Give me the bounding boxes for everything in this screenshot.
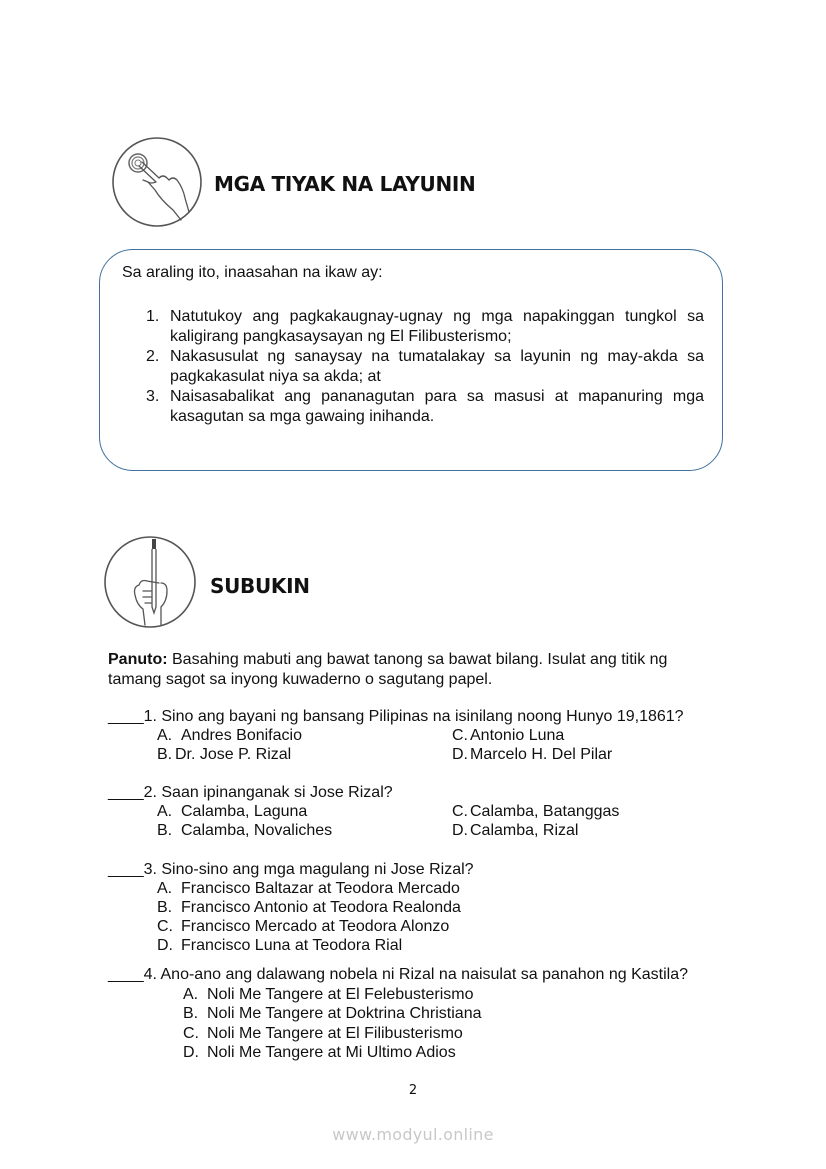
objective-text: kasagutan sa mga gawaing inihanda. [170,408,435,425]
objectives-list [146,307,704,427]
objectives-title: MGA TIYAK NA LAYUNIN [214,172,476,196]
objective-text: pagkakasulat niya sa akda; at [170,368,381,385]
option-c: C. Calamba, Batanggas [452,803,620,820]
objective-item [146,307,704,347]
option-c: C. Antonio Luna [452,727,565,744]
instructions-text: Basahing mabuti ang bawat tanong sa bawat bilang. Isulat ang titik ng [167,651,668,668]
hand-pointing-icon [111,136,203,228]
instructions-label: Panuto: [108,651,168,668]
option-b: B. Dr. Jose P. Rizal [157,746,292,763]
objectives-box [99,249,723,471]
option-d: D. Marcelo H. Del Pilar [452,746,613,763]
objective-number: 3. [146,388,160,405]
option-c: C. Francisco Mercado at Teodora Alonzo [157,918,450,935]
question-3 [108,860,474,879]
page-number: 2 [408,1083,418,1098]
objective-text: Natutukoy ang pagkakaugnay-ugnay ng mga napakinggan tungkol sa [170,308,704,325]
option-a: A. Francisco Baltazar at Teodora Mercado [157,880,460,897]
answer-blank[interactable]: ____ [108,784,144,801]
objective-item [146,347,704,387]
objective-text: kaligirang pangkasaysayan ng El Filibusterismo; [170,328,512,345]
instructions-text: tamang sagot sa inyong kuwaderno o sagutang papel. [108,671,493,688]
hand-holding-pencil-icon [103,535,197,629]
option-d: D. Francisco Luna at Teodora Rial [157,937,403,954]
answer-blank[interactable]: ____ [108,966,144,983]
option-b: B. Noli Me Tangere at Doktrina Christiana [183,1005,482,1022]
objective-text: Nakasusulat ng sanaysay na tumatalakay sa layunin ng may-akda sa [170,348,704,365]
watermark: www.modyul.online [332,1125,494,1144]
question-1 [108,707,684,726]
objectives-intro: Sa araling ito, inaasahan na ikaw ay: [122,264,383,281]
question-text: 1. Sino ang bayani ng bansang Pilipinas na isinilang noong Hunyo 19,1861? [143,708,684,725]
question-text: 2. Saan ipinanganak si Jose Rizal? [143,784,393,801]
option-d: D. Calamba, Rizal [452,822,579,839]
question-2 [108,783,393,802]
option-a: A. Noli Me Tangere at El Felebusterismo [183,986,474,1003]
option-a: A. Andres Bonifacio [157,727,302,744]
option-a: A. Calamba, Laguna [157,803,308,820]
objective-item [146,387,704,427]
objective-text: Naisasabalikat ang pananagutan para sa masusi at mapanuring mga [170,388,704,405]
question-text: 3. Sino-sino ang mga magulang ni Jose Rizal? [143,861,474,878]
option-b: B. Francisco Antonio at Teodora Realonda [157,899,461,916]
option-c: C. Noli Me Tangere at El Filibusterismo [183,1025,463,1042]
answer-blank[interactable]: ____ [108,861,144,878]
instructions [108,650,708,690]
answer-blank[interactable]: ____ [108,708,144,725]
option-d: D. Noli Me Tangere at Mi Ultimo Adios [183,1044,456,1061]
question-text: 4. Ano-ano ang dalawang nobela ni Rizal na naisulat sa panahon ng Kastila? [143,966,688,983]
question-4 [108,965,688,984]
objective-number: 2. [146,348,160,365]
subukin-title: SUBUKIN [210,574,310,598]
objective-number: 1. [146,308,160,325]
option-b: B. Calamba, Novaliches [157,822,333,839]
